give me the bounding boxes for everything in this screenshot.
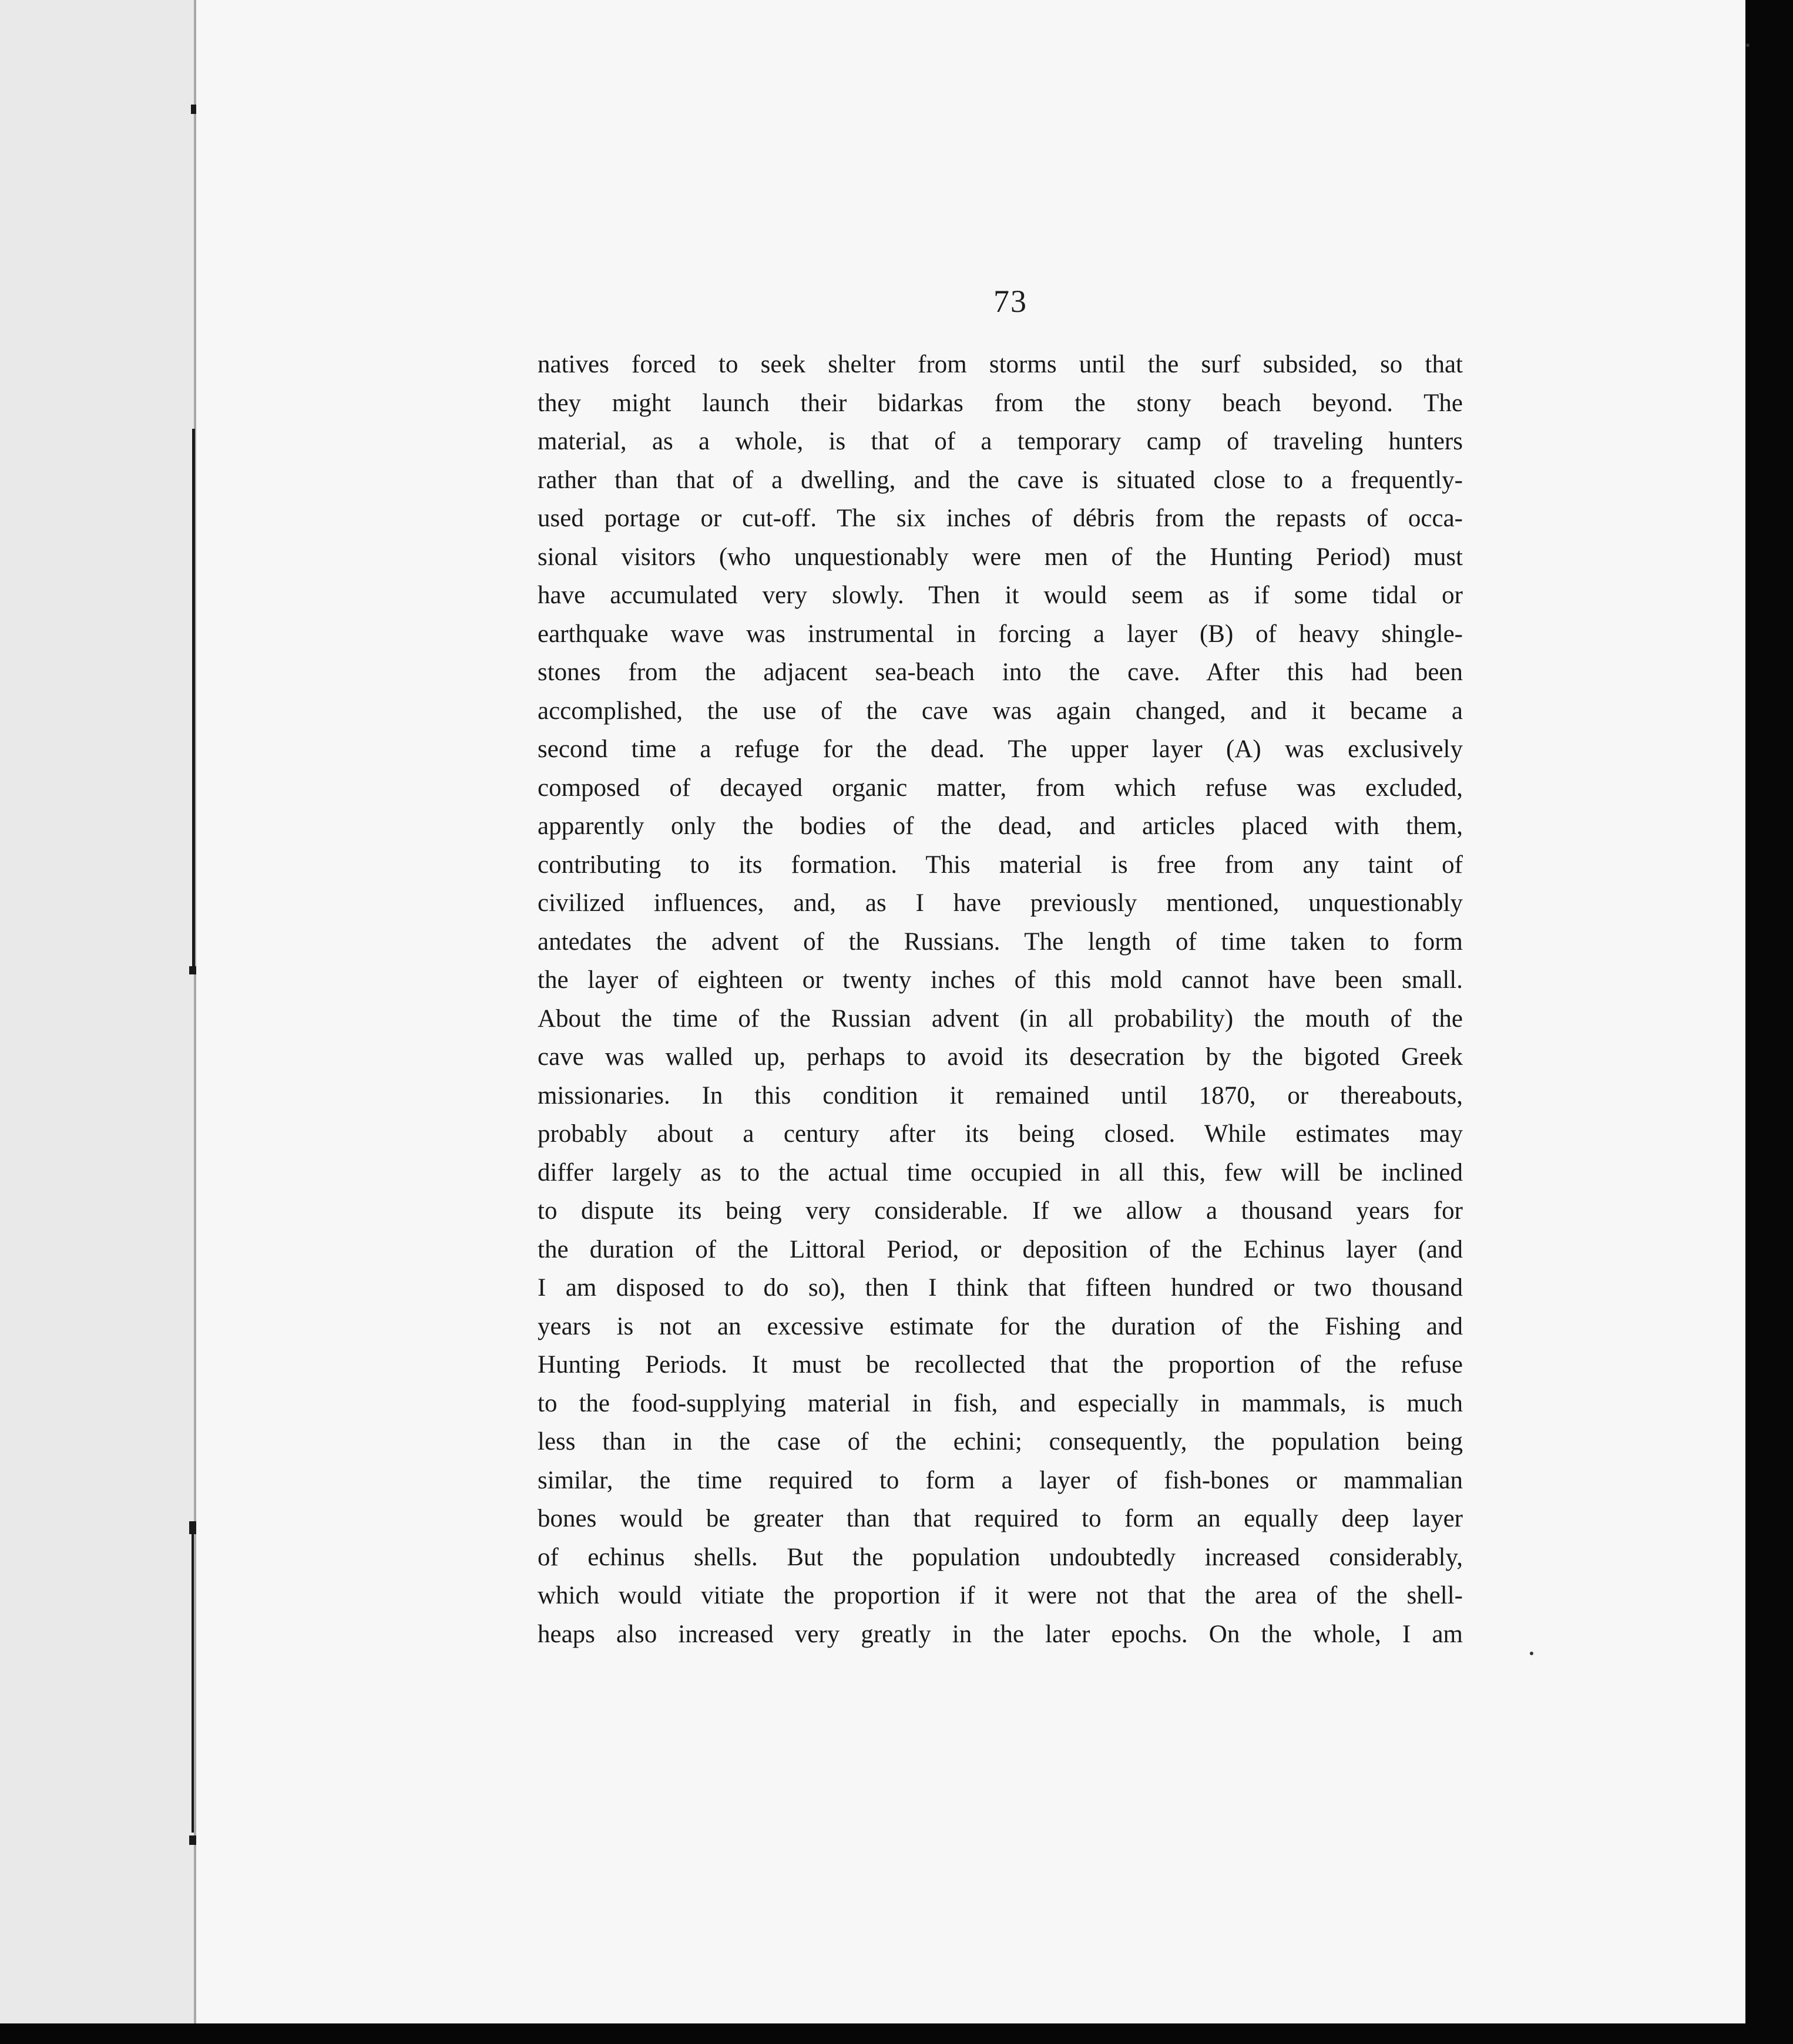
scan-speck [1746, 43, 1750, 47]
text-line: heaps also increased very greatly in the later epochs. On the whole, I am [538, 1620, 1463, 1648]
page-body-text [538, 345, 1463, 1653]
text-line: antedates the advent of the Russians. The length of time taken to form [538, 927, 1463, 956]
text-line: used portage or cut-off. The six inches of débris from the repasts of occa- [538, 505, 1463, 532]
text-line: contributing to its formation. This material is free from any taint of [538, 850, 1463, 879]
text-line: About the time of the Russian advent (in all probability) the mouth of the [538, 1004, 1463, 1033]
text-line: Hunting Periods. It must be recollected that the proportion of the refuse [538, 1351, 1463, 1379]
text-line: of echinus shells. But the population undoubtedly increased considerably, [538, 1543, 1463, 1571]
text-line: stones from the adjacent sea-beach into the cave. After this had been [538, 658, 1463, 686]
text-line: they might launch their bidarkas from the stony beach beyond. The [538, 389, 1463, 417]
page-number: 73 [993, 284, 1028, 319]
text-line: material, as a whole, is that of a temporary camp of traveling hunters [538, 428, 1463, 455]
text-line: second time a refuge for the dead. The upper layer (A) was exclusively [538, 735, 1463, 763]
text-line: bones would be greater than that required to form an equally deep layer [538, 1505, 1463, 1532]
text-line: civilized influences, and, as I have previously mentioned, unquestionably [538, 889, 1463, 917]
text-line: cave was walled up, perhaps to avoid its desecration by the bigoted Greek [538, 1043, 1463, 1071]
text-line: differ largely as to the actual time occupied in all this, few will be inclined [538, 1158, 1463, 1186]
text-line: to the food-supplying material in fish, and especially in mammals, is much [538, 1389, 1463, 1417]
text-line: probably about a century after its being closed. While estimates may [538, 1120, 1463, 1148]
text-line: sional visitors (who unquestionably were men of the Hunting Period) must [538, 543, 1463, 571]
text-line: accomplished, the use of the cave was again changed, and it became a [538, 697, 1463, 725]
text-line: natives forced to seek shelter from storms until the surf subsided, so that [538, 351, 1463, 378]
text-line: to dispute its being very considerable. If we allow a thousand years for [538, 1197, 1463, 1225]
left-page-edge [0, 0, 196, 2023]
text-line: less than in the case of the echini; consequently, the population being [538, 1428, 1463, 1455]
text-line: rather than that of a dwelling, and the cave is situated close to a frequently- [538, 466, 1463, 494]
text-line: missionaries. In this condition it remained until 1870, or thereabouts, [538, 1081, 1463, 1110]
text-line: similar, the time required to form a layer of fish-bones or mammalian [538, 1466, 1463, 1494]
text-line: have accumulated very slowly. Then it would seem as if some tidal or [538, 581, 1463, 609]
text-line: years is not an excessive estimate for the duration of the Fishing and [538, 1312, 1463, 1340]
text-line: apparently only the bodies of the dead, and articles placed with them, [538, 812, 1463, 840]
binding-thread-2 [192, 1527, 194, 1833]
scan-speck [1530, 1652, 1533, 1655]
text-line: earthquake wave was instrumental in forcing a layer (B) of heavy shingle- [538, 620, 1463, 648]
text-line: the layer of eighteen or twenty inches of this mold cannot have been small. [538, 966, 1463, 994]
text-line: which would vitiate the proportion if it were not that the area of the shell- [538, 1582, 1463, 1609]
text-line: I am disposed to do so), then I think that fifteen hundred or two thousand [538, 1274, 1463, 1302]
binding-thread-1 [192, 429, 195, 969]
text-line: the duration of the Littoral Period, or deposition of the Echinus layer (and [538, 1235, 1463, 1263]
text-line: composed of decayed organic matter, from which refuse was excluded, [538, 774, 1463, 802]
